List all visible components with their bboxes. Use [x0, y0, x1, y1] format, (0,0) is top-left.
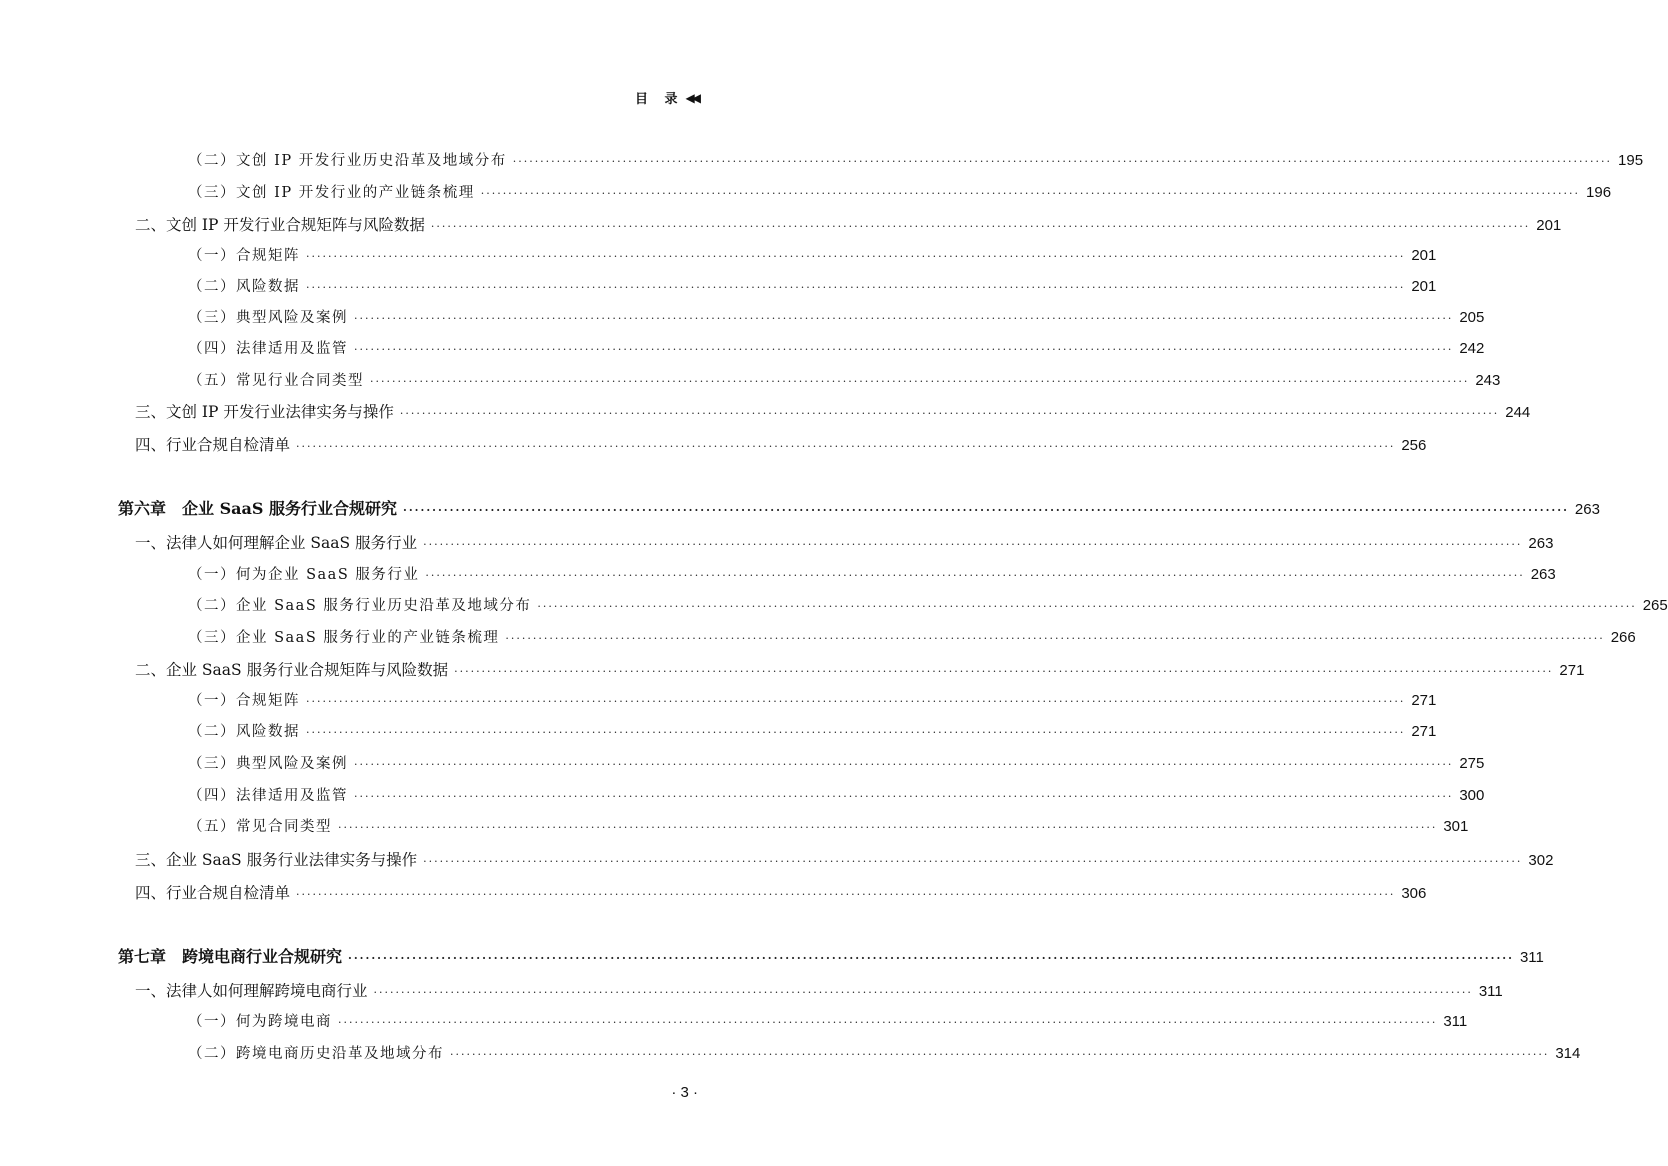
dot-leader: ········································································································································································································	[399, 407, 1500, 420]
toc-subsection[interactable]	[188, 720, 1437, 744]
toc-page-number: 201	[1411, 247, 1437, 264]
dot-leader: ········································································································································································································	[450, 1048, 1550, 1061]
toc-page-number: 271	[1559, 662, 1585, 679]
toc-entry-title: 四、行业合规自检清单	[135, 884, 291, 902]
toc-page-number: 275	[1459, 755, 1485, 772]
toc-subsection[interactable]	[188, 369, 1501, 393]
toc-subsection[interactable]	[188, 689, 1437, 713]
toc-page-number: 301	[1443, 818, 1469, 835]
toc-entry-title: （四）法律适用及监管	[188, 788, 348, 804]
toc-entry-title: 一、法律人如何理解跨境电商行业	[135, 982, 368, 1000]
toc-entry-title: （一）合规矩阵	[188, 693, 300, 709]
toc-entry-title: （一）何为企业 SaaS 服务行业	[188, 567, 420, 583]
dot-leader: ········································································································································································································	[354, 758, 1454, 771]
dot-leader: ········································································································································································································	[430, 220, 1531, 233]
toc-section[interactable]	[135, 848, 1554, 872]
header-title: 目 录	[635, 92, 684, 107]
toc-entry-title: 一、法律人如何理解企业 SaaS 服务行业	[135, 534, 418, 552]
toc-entry-title: 四、行业合规自检清单	[135, 436, 291, 454]
toc-entry-title: （二）企业 SaaS 服务行业历史沿革及地域分布	[188, 598, 532, 614]
toc-section[interactable]	[135, 658, 1585, 682]
toc-subsection[interactable]	[188, 337, 1485, 361]
toc-entry-title: 第六章 企业 SaaS 服务行业合规研究	[118, 499, 397, 518]
page-number: · 3 ·	[671, 1084, 698, 1101]
dot-leader: ········································································································································································································	[306, 695, 1406, 708]
toc-chapter[interactable]	[118, 945, 1544, 969]
toc-page-number: 314	[1555, 1045, 1581, 1062]
double-arrow-left-icon: ◀◀	[685, 90, 698, 105]
toc-entry-title: （五）常见合同类型	[188, 819, 332, 835]
toc-page-number: 242	[1459, 340, 1485, 357]
toc-page-number: 311	[1519, 949, 1544, 966]
toc-subsection[interactable]	[188, 594, 1668, 618]
toc-subsection[interactable]	[188, 626, 1636, 650]
toc-page-number: 271	[1411, 692, 1437, 709]
dot-leader: ········································································································································································································	[505, 632, 1605, 645]
toc-page-number: 195	[1618, 152, 1644, 169]
toc-subsection[interactable]	[188, 752, 1485, 776]
dot-leader: ········································································································································································································	[338, 821, 1438, 834]
toc-entry-title: （五）常见行业合同类型	[188, 373, 364, 389]
toc-entry-title: 三、文创 IP 开发行业法律实务与操作	[135, 403, 394, 421]
toc-entry-title: 第七章 跨境电商行业合规研究	[118, 947, 343, 966]
toc-page-number: 300	[1459, 787, 1485, 804]
toc-page-number: 263	[1528, 535, 1554, 552]
dot-leader: ········································································································································································································	[454, 665, 1554, 678]
toc-page-number: 306	[1401, 885, 1427, 902]
dot-leader: ········································································································································································································	[373, 986, 1473, 999]
toc-subsection[interactable]	[188, 149, 1644, 173]
toc-subsection[interactable]	[188, 784, 1485, 808]
toc-page-number: 265	[1642, 597, 1668, 614]
toc-page-number: 263	[1530, 566, 1556, 583]
toc-page-number: 263	[1574, 501, 1600, 518]
toc-section[interactable]	[135, 881, 1427, 905]
toc-page-number: 311	[1443, 1013, 1468, 1030]
toc-subsection[interactable]	[188, 1042, 1581, 1066]
toc-section[interactable]	[135, 531, 1554, 555]
toc-section[interactable]	[135, 400, 1531, 424]
dot-leader: ········································································································································································································	[296, 440, 1396, 453]
toc-subsection[interactable]	[188, 181, 1612, 205]
toc-page-number: 205	[1459, 309, 1485, 326]
dot-leader: ········································································································································································································	[306, 281, 1406, 294]
toc-subsection[interactable]	[188, 1010, 1468, 1034]
toc-entry-title: （二）风险数据	[188, 724, 300, 740]
dot-leader: ········································································································································································································	[306, 250, 1406, 263]
toc-subsection[interactable]	[188, 244, 1437, 268]
toc-page-number: 201	[1536, 217, 1562, 234]
toc-entry-title: （一）合规矩阵	[188, 248, 300, 264]
toc-entry-title: 二、文创 IP 开发行业合规矩阵与风险数据	[135, 216, 425, 234]
toc-subsection[interactable]	[188, 815, 1469, 839]
toc-entry-title: （四）法律适用及监管	[188, 341, 348, 357]
dot-leader: ········································································································································································································	[425, 569, 1525, 582]
toc-entry-title: （三）典型风险及案例	[188, 756, 348, 772]
dot-leader: ········································································································································································································	[296, 888, 1396, 901]
toc-entry-title: （二）跨境电商历史沿革及地域分布	[188, 1046, 444, 1062]
toc-entry-title: （三）企业 SaaS 服务行业的产业链条梳理	[188, 630, 500, 646]
toc-page-number: 311	[1478, 983, 1503, 1000]
toc-subsection[interactable]	[188, 563, 1556, 587]
toc-entry-title: （二）文创 IP 开发行业历史沿革及地域分布	[188, 153, 507, 169]
toc-page-number: 196	[1586, 184, 1612, 201]
toc-page-number: 256	[1401, 437, 1427, 454]
toc-page-number: 201	[1411, 278, 1437, 295]
toc-entry-title: （二）风险数据	[188, 279, 300, 295]
dot-leader: ········································································································································································································	[403, 504, 1569, 517]
dot-leader: ········································································································································································································	[348, 952, 1514, 965]
dot-leader: ········································································································································································································	[537, 600, 1637, 613]
toc-subsection[interactable]	[188, 306, 1485, 330]
toc-entry-title: 二、企业 SaaS 服务行业合规矩阵与风险数据	[135, 661, 449, 679]
dot-leader: ········································································································································································································	[338, 1016, 1438, 1029]
dot-leader: ········································································································································································································	[306, 726, 1406, 739]
toc-subsection[interactable]	[188, 275, 1437, 299]
toc-section[interactable]	[135, 433, 1427, 457]
running-header	[635, 88, 698, 107]
toc-entry-title: （三）文创 IP 开发行业的产业链条梳理	[188, 185, 475, 201]
dot-leader: ········································································································································································································	[480, 187, 1581, 200]
toc-entry-title: （一）何为跨境电商	[188, 1014, 332, 1030]
dot-leader: ········································································································································································································	[370, 375, 1470, 388]
dot-leader: ········································································································································································································	[512, 155, 1613, 168]
toc-chapter[interactable]	[118, 497, 1600, 521]
toc-page-number: 271	[1411, 723, 1437, 740]
toc-entry-title: 三、企业 SaaS 服务行业法律实务与操作	[135, 851, 418, 869]
dot-leader: ········································································································································································································	[354, 790, 1454, 803]
dot-leader: ········································································································································································································	[354, 312, 1454, 325]
dot-leader: ········································································································································································································	[354, 343, 1454, 356]
toc-section[interactable]	[135, 979, 1503, 1003]
toc-page-number: 302	[1528, 852, 1554, 869]
toc-section[interactable]	[135, 213, 1562, 237]
toc-page-number: 244	[1505, 404, 1531, 421]
toc-entry-title: （三）典型风险及案例	[188, 310, 348, 326]
dot-leader: ········································································································································································································	[423, 855, 1523, 868]
dot-leader: ········································································································································································································	[423, 538, 1523, 551]
toc-page-number: 243	[1475, 372, 1501, 389]
toc-page-number: 266	[1610, 629, 1636, 646]
